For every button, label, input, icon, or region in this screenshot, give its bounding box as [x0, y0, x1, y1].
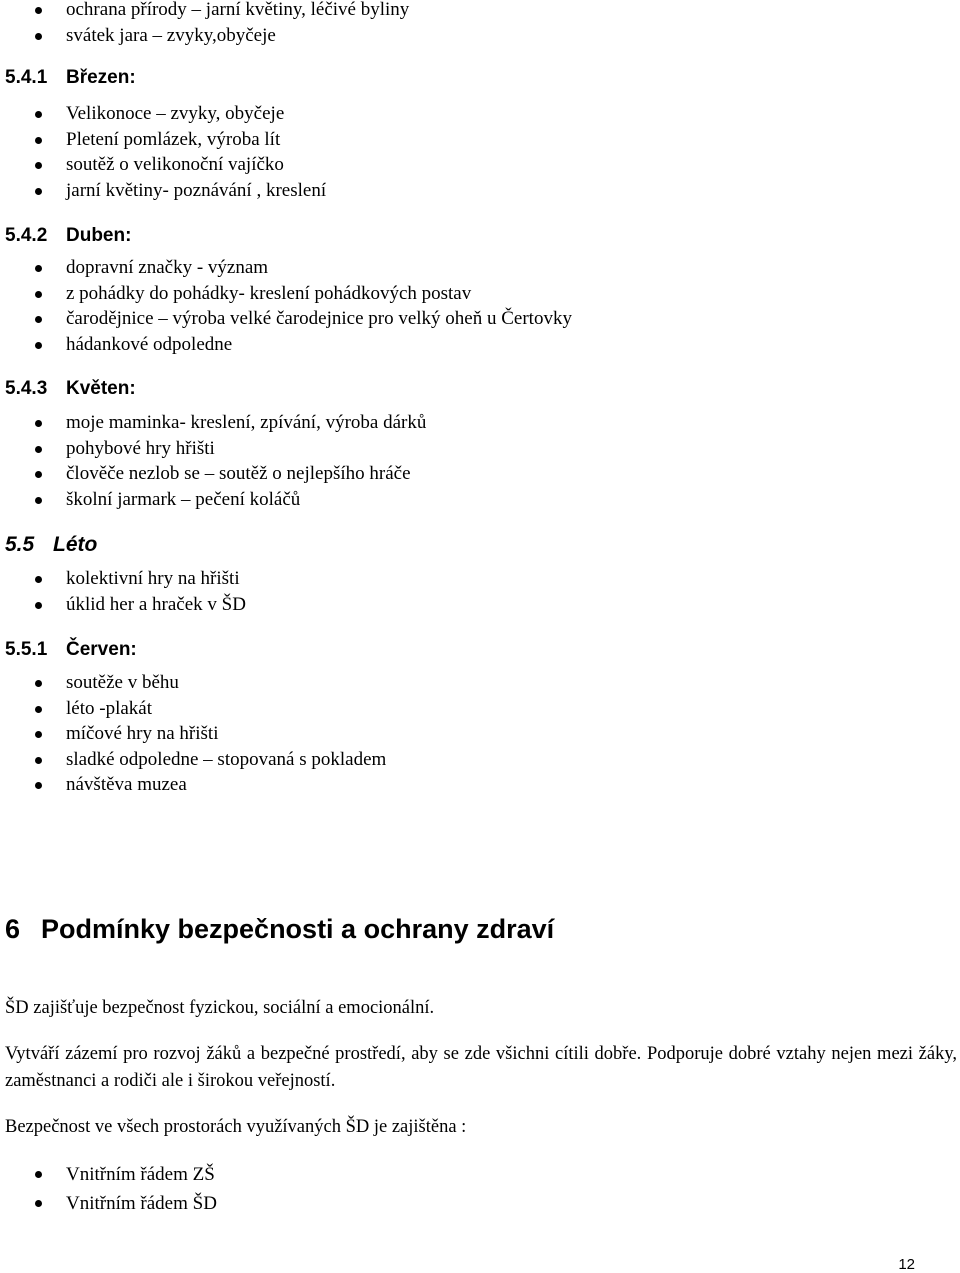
- list-item: z pohádky do pohádky- kreslení pohádkových postav: [0, 281, 572, 307]
- bullet-icon: [35, 342, 42, 349]
- list-item: návštěva muzea: [0, 772, 386, 798]
- heading-leto: 5.5 Léto: [5, 533, 98, 556]
- bullet-icon: [35, 137, 42, 144]
- paragraph-2: Vytváří zázemí pro rozvoj žáků a bezpečné prostředí, aby se zde všichni cítili dobře. Podporuje dobré vztahy nejen mezi žáky, zaměstnanci a rodiči ale i širokou veřejností.: [5, 1044, 957, 1091]
- bullet-icon: [35, 706, 42, 713]
- brezen-list: [0, 101, 326, 203]
- bullet-icon: [35, 782, 42, 789]
- page-number: 12: [898, 1256, 915, 1273]
- list-item: úklid her a hraček v ŠD: [0, 592, 246, 618]
- bullet-icon: [35, 291, 42, 298]
- bullet-icon: [35, 446, 42, 453]
- safety-rules-list: [0, 1160, 217, 1218]
- list-item: Velikonoce – zvyky, obyčeje: [0, 101, 326, 127]
- list-item: sladké odpoledne – stopovaná s pokladem: [0, 747, 386, 773]
- list-item: Pletení pomlázek, výroba lít: [0, 127, 326, 153]
- list-item: kolektivní hry na hřišti: [0, 566, 246, 592]
- list-item: soutěž o velikonoční vajíčko: [0, 152, 326, 178]
- kveten-list: [0, 410, 426, 512]
- bullet-icon: [35, 1171, 42, 1178]
- bullet-icon: [35, 471, 42, 478]
- bullet-icon: [35, 7, 42, 14]
- list-item: soutěže v běhu: [0, 670, 386, 696]
- list-item: léto -plakát: [0, 696, 386, 722]
- cerven-list: [0, 670, 386, 798]
- bullet-icon: [35, 731, 42, 738]
- spring-activities-list: [0, 0, 409, 48]
- heading-section-6: 6 Podmínky bezpečnosti a ochrany zdraví: [5, 914, 555, 944]
- list-item: Vnitřním řádem ZŠ: [0, 1160, 217, 1189]
- bullet-icon: [35, 420, 42, 427]
- bullet-icon: [35, 316, 42, 323]
- duben-list: [0, 255, 572, 357]
- list-item: Vnitřním řádem ŠD: [0, 1189, 217, 1218]
- list-item: moje maminka- kreslení, zpívání, výroba dárků: [0, 410, 426, 436]
- list-item: člověče nezlob se – soutěž o nejlepšího hráče: [0, 461, 426, 487]
- bullet-icon: [35, 1200, 42, 1207]
- bullet-icon: [35, 162, 42, 169]
- bullet-icon: [35, 757, 42, 764]
- list-item: čarodějnice – výroba velké čarodejnice pro velký oheň u Čertovky: [0, 306, 572, 332]
- heading-duben: 5.4.2 Duben:: [5, 225, 132, 246]
- bullet-icon: [35, 265, 42, 272]
- paragraph-3: Bezpečnost ve všech prostorách využívaných ŠD je zajištěna :: [5, 1117, 467, 1137]
- bullet-icon: [35, 680, 42, 687]
- bullet-icon: [35, 602, 42, 609]
- heading-cerven: 5.5.1 Červen:: [5, 639, 137, 660]
- list-item: ochrana přírody – jarní květiny, léčivé byliny: [0, 0, 409, 23]
- list-item: jarní květiny- poznávání , kreslení: [0, 178, 326, 204]
- list-item: školní jarmark – pečení koláčů: [0, 487, 426, 513]
- list-item: míčové hry na hřišti: [0, 721, 386, 747]
- bullet-icon: [35, 111, 42, 118]
- paragraph-1: ŠD zajišťuje bezpečnost fyzickou, sociální a emocionální.: [5, 998, 435, 1018]
- list-item: hádankové odpoledne: [0, 332, 572, 358]
- bullet-icon: [35, 33, 42, 40]
- bullet-icon: [35, 188, 42, 195]
- bullet-icon: [35, 497, 42, 504]
- leto-list: [0, 566, 246, 617]
- list-item: svátek jara – zvyky,obyčeje: [0, 23, 409, 49]
- heading-kveten: 5.4.3 Květen:: [5, 378, 136, 399]
- list-item: dopravní značky - význam: [0, 255, 572, 281]
- list-item: pohybové hry hřišti: [0, 436, 426, 462]
- bullet-icon: [35, 576, 42, 583]
- heading-brezen: 5.4.1 Březen:: [5, 67, 136, 88]
